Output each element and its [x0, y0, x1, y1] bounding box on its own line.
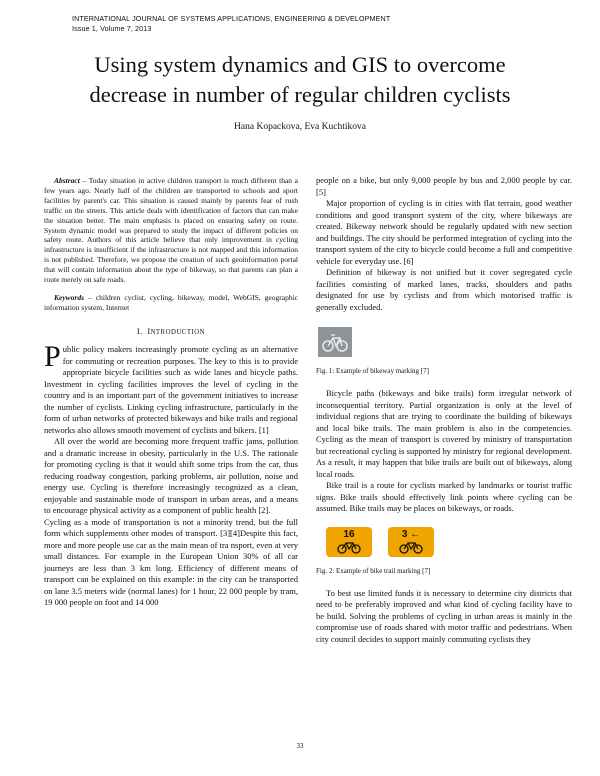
section-first-letter: I — [147, 325, 151, 336]
abstract-label: Abstract — [54, 176, 80, 185]
paragraph: Bicycle paths (bikeways and bike trails) form irregular network of inconsequential territory. Partial organization is only at the level of individual regions that are trying to coordinate the building of bikeways and local bike trails. The main problem is also in the competencies. Cycling as the mean of transport is covered by ministry of transportation but recreational cycling is supported by ministry for regional development. As a result, it may happen that bike trails are built out of bikeways, along local roads. — [316, 388, 572, 479]
paragraph: All over the world are becoming more frequent traffic jams, pollution and a dramatic increase in obesity, particularly in the U.S. The rationale for promoting cycling is that it would shift some trips from the car, thus reducing roadway congestion, parking problems, air pollution, noise and energy use. Cycling is therefore increasingly recognized as a clean, enjoyable and sustainable mode of transport in urban areas, and a means to encourage physical activity as a component of public health [2]. — [44, 436, 298, 516]
right-column — [316, 175, 572, 645]
paragraph: To best use limited funds it is necessary to determine city districts that need to be preferably improved and what kind of cycling facility have to be build. Solving the problems of cycling in urban areas is mainly in the compromise use of roads shared with motor traffic and pedestrians. When city council decides to support mainly commuting cyclists they — [316, 587, 572, 644]
section-numeral: I. — [136, 325, 143, 336]
paragraph-intro — [44, 340, 298, 436]
paragraph: Major proportion of cycling is in cities with flat terrain, good weather conditions and good transport system of the city, where bikeways are created. Bikeway network should be regularly updated with new section and buildings. The city should be performed integration of cycling into the transport system of the city to bicycle could become a full and competitive vehicle for everyday use. [6] — [316, 198, 572, 266]
section-rest: NTRODUCTION — [150, 328, 206, 336]
bicycle-icon — [318, 327, 352, 357]
paragraph: Cycling as a mode of transportation is not a minority trend, but the full form which supplements other modes of transport. [3][4]Despite this fact, more and more people use car as the main mean of tra nsport, even at very small distances. For example in the European Union 30% of all car journeys are less than 3 km long. Efficiency of different means of transport can be explained on this example: in the city can be transported on lane 3.5 meters wide (normal lanes) for 1 hour, 22 000 people by tram, 19 000 people on foot and 14 000 — [44, 516, 298, 608]
left-arrow-icon: ← — [407, 528, 421, 540]
bike-trail-sign-3 — [388, 527, 434, 557]
bicycle-icon — [398, 540, 424, 554]
title-line-1: Using system dynamics and GIS to overcome — [94, 52, 506, 77]
abstract — [44, 176, 298, 285]
bike-trail-sign-16 — [326, 527, 372, 557]
paragraph: Definition of bikeway is not unified but it cover segregated cycle facilities consisting of marked lanes, tracks, shoulders and paths designated for use by cyclists and from which motorised traffic is generally excluded. — [316, 267, 572, 312]
paragraph: people on a bike, but only 9,000 people by bus and 2,000 people by car. [5] — [316, 175, 572, 197]
sign-number-with-arrow — [402, 530, 420, 540]
keywords-text: – children cyclist, cycling, bikeway, model, WebGIS, geographic information system, Internet — [44, 292, 298, 312]
sign-number: 3 — [401, 528, 408, 540]
figure-2-caption: Fig. 2: Example of bike trail marking [7] — [316, 566, 431, 575]
title-line-2: decrease in number of regular children cyclists — [89, 82, 511, 107]
paragraph-intro-text: ublic policy makers increasingly promote cycling as an alternative for commuting or recreation purposes. The key to this is to provide appropriate bicycle facilities such as wide lanes and bicycle paths. Investment in cycling facilities improves the level of cycling in the country and is an important part of the government initiatives to increase the number of cyclists. Linking cycling infrastructure, particularly in the form of urban networks of protected bikeways and bike trails and regional networks also allows smooth movement of cyclists and bikers. [1] — [44, 344, 298, 435]
journal-issue: Issue 1, Volume 7, 2013 — [72, 24, 152, 33]
section-heading — [44, 326, 298, 339]
journal-name: INTERNATIONAL JOURNAL OF SYSTEMS APPLICATIONS, ENGINEERING & DEVELOPMENT — [72, 14, 391, 23]
bicycle-icon — [336, 540, 362, 554]
journal-header — [72, 14, 390, 34]
page-number: 33 — [296, 742, 304, 750]
sign-number: 16 — [343, 528, 355, 540]
paragraph: Bike trail is a route for cyclists marked by landmarks or tourist traffic signs. Bike trails should effectively link points where cycling can be assumed. Bike trails may be places on bikeways, or roads. — [316, 480, 572, 513]
bikeway-marking-photo — [318, 327, 352, 357]
abstract-text: – Today situation in active children transport is much different than a few years ago. Nearly half of the children are transported to schools and sport facilities by parent's car. This situation is caused mainly by parents fear of rush traffic on the streets. This article deals with identification of factors that can make the situation better. The main emphasis is placed on ensuring safety on route. System dynamic model was prepared to study the impact of different policies on safety route. Authors of this article believe that only improvement in cycling infrastructure is insufficient if the infrastructure is not mapped and this information is not published. Therefore, we propose the creation of such geoinformation portal that will contain information about the type of bikeway, so that parents can plan a route merely on safe roads. — [44, 176, 298, 285]
authors: Hana Kopackova, Eva Kuchtikova — [234, 122, 366, 132]
keywords — [44, 293, 298, 313]
drop-cap: P — [44, 340, 61, 374]
figure-1-caption: Fig. 1: Example of bikeway marking [7] — [316, 367, 429, 375]
left-column — [44, 176, 298, 609]
paper-title — [40, 50, 560, 110]
keywords-label: Keywords — [54, 292, 84, 302]
bike-trail-signs — [326, 527, 572, 557]
